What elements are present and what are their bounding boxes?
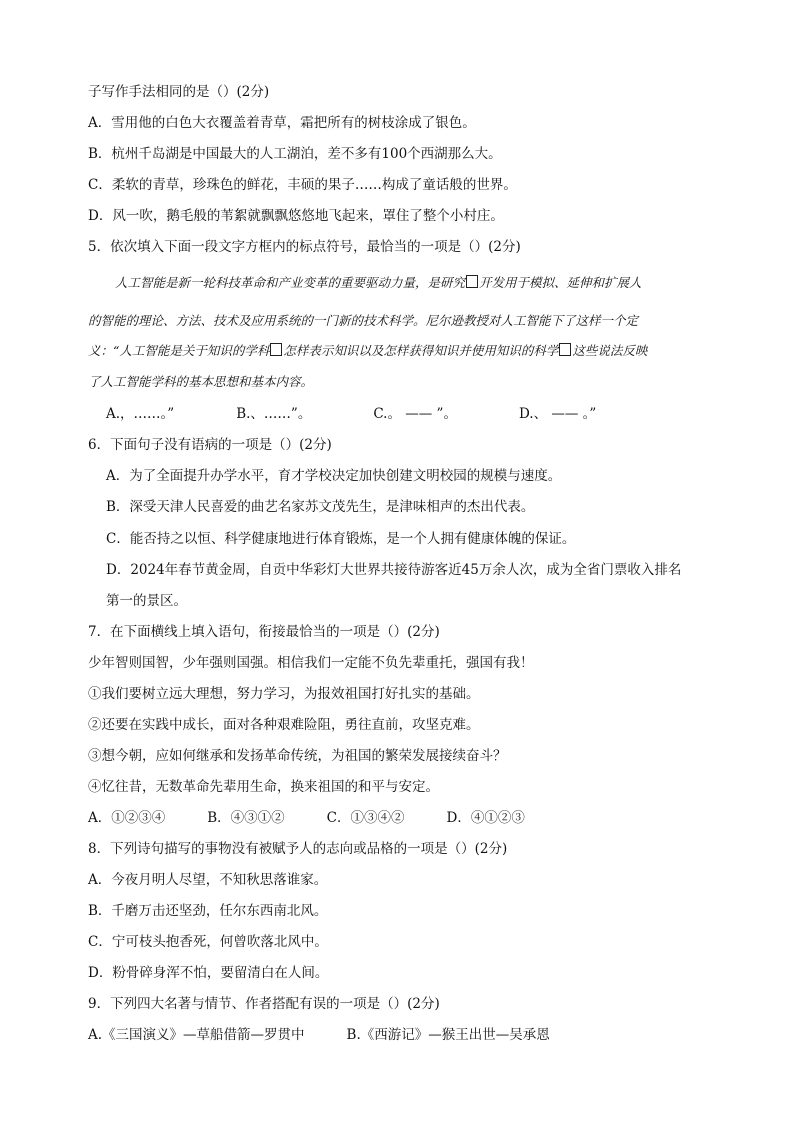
blank-box-2: [270, 343, 282, 356]
blank-box-3: [559, 343, 571, 356]
q7-option-d: D．④①②③: [446, 810, 525, 826]
q8-stem: 8．下列诗句描写的事物没有被赋予人的志向或品格的一项是（）(2分): [88, 841, 508, 857]
q6-option-d-continued: 第一的景区。: [106, 593, 187, 609]
q5-passage-text: 人工智能是新一轮科技革命和产业变革的重要驱动力量，是研究: [115, 275, 466, 290]
q5-passage-line-4: 了人工智能学科的基本思想和基本内容。: [88, 374, 314, 389]
q4-stem-tail: 子写作手法相同的是（）(2分): [88, 84, 270, 100]
q8-option-d: D．粉骨碎身浑不怕，要留清白在人间。: [88, 965, 329, 981]
q6-stem: 6．下面句子没有语病的一项是（）(2分): [88, 437, 332, 453]
q5-option-a: A.，……。”: [106, 406, 175, 422]
q6-option-a: A．为了全面提升办学水平，育才学校决定加快创建文明校园的规模与速度。: [106, 468, 562, 484]
q6-option-c: C．能否持之以恒、科学健康地进行体育锻炼，是一个人拥有健康体魄的保证。: [106, 531, 576, 547]
q4-option-c: C．柔软的青草，珍珠色的鲜花，丰硕的果子……构成了童话般的世界。: [88, 177, 517, 193]
q5-option-d: D.、 —— 。”: [518, 406, 597, 422]
q4-option-a: A．雪用他的白色大衣覆盖着青草，霜把所有的树枝涂成了银色。: [88, 115, 476, 131]
q5-passage-line-1: [115, 273, 642, 293]
q8-option-c: C．宁可枝头抱香死，何曾吹落北风中。: [88, 934, 328, 950]
q5-option-c: C.。 —— ”。: [373, 406, 457, 422]
q5-passage-text: 这些说法反映: [572, 343, 648, 358]
q7-options: [88, 808, 525, 828]
q7-item-4: ④忆往昔，无数革命先辈用生命，换来祖国的和平与安定。: [88, 779, 439, 795]
q8-option-b: B．千磨万击还坚劲，任尔东西南北风。: [88, 903, 328, 919]
q9-options: [88, 1025, 550, 1045]
q9-option-a: A.《三国演义》—草船借箭—罗贯中: [88, 1027, 305, 1043]
q5-passage-text: 义：“人工智能是关于知识的学科: [88, 343, 270, 358]
q5-passage-text: 怎样表示知识以及怎样获得知识并使用知识的科学: [283, 343, 559, 358]
q5-option-b: B.、……”。: [236, 406, 312, 422]
q9-option-b: B.《西游记》—猴王出世—吴承恩: [346, 1027, 550, 1043]
q5-stem: 5．依次填入下面一段文字方框内的标点符号，最恰当的一项是（）(2分): [88, 239, 521, 255]
q7-item-2: ②还要在实践中成长，面对各种艰难险阻，勇往直前，攻坚克难。: [88, 717, 480, 733]
q6-option-d: D．2024年春节黄金周，自贡中华彩灯大世界共接待游客近45万余人次，成为全省门票收入排名: [106, 562, 682, 578]
q4-option-b: B．杭州千岛湖是中国最大的人工湖泊，差不多有100个西湖那么大。: [88, 146, 502, 162]
q5-passage-line-3: [88, 341, 647, 361]
q7-stem: 7．在下面横线上填入语句，衔接最恰当的一项是（）(2分): [88, 624, 440, 640]
q9-stem: 9．下列四大名著与情节、作者搭配有误的一项是（）(2分): [88, 996, 440, 1012]
q5-options: [106, 404, 596, 424]
q8-option-a: A．今夜月明人尽望，不知秋思落谁家。: [88, 872, 328, 888]
q7-intro: 少年智则国智，少年强则国强。相信我们一定能不负先辈重托，强国有我！: [88, 655, 534, 671]
q5-passage-line-2: 的智能的理论、方法、技术及应用系统的一门新的技术科学。尼尔逊教授对人工智能下了这样一个定: [88, 313, 639, 328]
blank-box-1: [466, 275, 478, 288]
q5-passage-text: 开发用于模拟、延伸和扩展人: [479, 275, 642, 290]
q7-option-b: B．④③①②: [207, 810, 285, 826]
q7-option-c: C．①③④②: [326, 810, 405, 826]
q4-option-d: D．风一吹，鹅毛般的苇絮就飘飘悠悠地飞起来，罩住了整个小村庄。: [88, 208, 504, 224]
q7-item-3: ③想今朝，应如何继承和发扬革命传统，为祖国的繁荣发展接续奋斗？: [88, 748, 507, 764]
q6-option-b: B．深受天津人民喜爱的曲艺名家苏文茂先生，是津味相声的杰出代表。: [106, 499, 535, 515]
q7-item-1: ①我们要树立远大理想，努力学习，为报效祖国打好扎实的基础。: [88, 686, 480, 702]
q7-option-a: A．①②③④: [88, 810, 166, 826]
